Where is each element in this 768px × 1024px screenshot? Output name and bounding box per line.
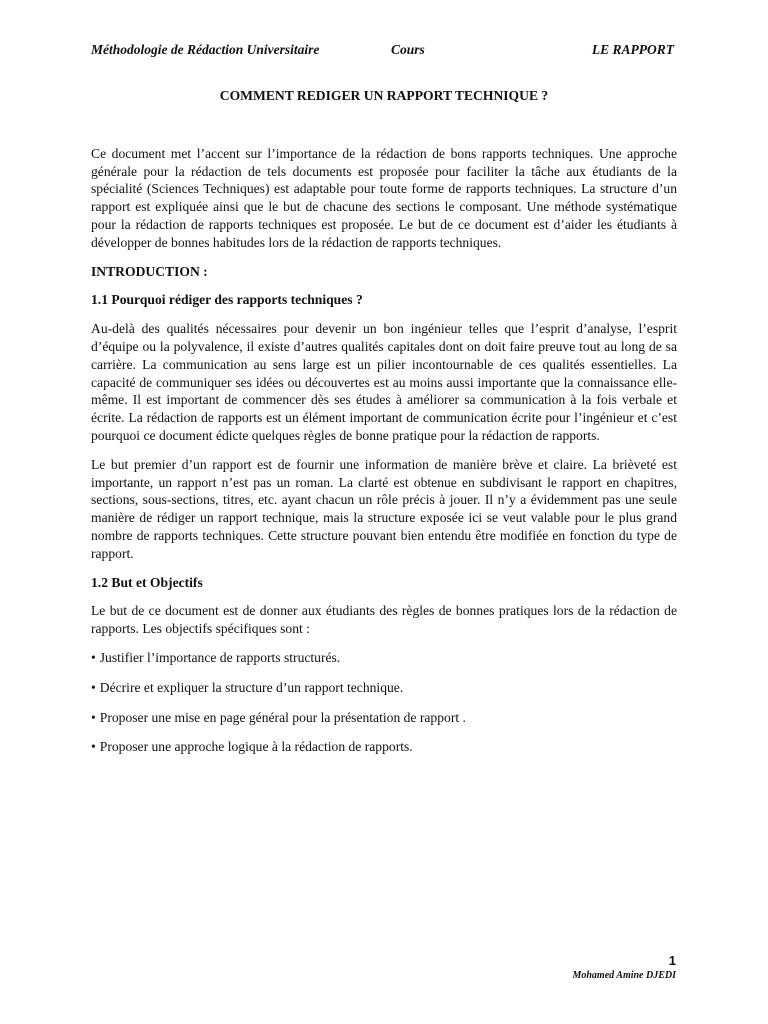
section-1-1-paragraph: Le but premier d’un rapport est de fournir une information de manière brève et claire. La brièveté est importante, un rapport n’est pas un roman. La clarté est obtenue en subdivisant le rapport en chapitres, sections, sous-sections, titres, etc. ayant chacun un rôle précis à jouer. Il n’y a évidemment pas une seule manière de rédiger un rapport technique, mais la structure exposée ici se veut valable pour le plus grand nombre de rapports techniques. Cette structure pouvant bien entendu être modifiée en fonction du type de rapport. <box>91 456 677 561</box>
header-chapter: LE RAPPORT <box>591 42 674 57</box>
bullet-icon: • <box>91 739 96 755</box>
bullet-icon: • <box>91 709 96 725</box>
list-item-text: Décrire et expliquer la structure d’un rapport technique. <box>99 679 404 695</box>
author-name: Mohamed Amine DJEDI <box>572 970 676 981</box>
introduction-heading: INTRODUCTION : <box>91 263 208 279</box>
section-1-2-heading: 1.2 But et Objectifs <box>91 574 203 590</box>
section-1-1-paragraph: Au-delà des qualités nécessaires pour devenir un bon ingénieur telles que l’esprit d’analyse, l’esprit d’équipe ou la polyvalence, il existe d’autres qualités capitales dont on doit faire preuve tout au long de sa carrière. La communication au sens large est un pilier incontournable de ces qualités essentielles. La capacité de communiquer ses idées ou découvertes est au moins aussi importante que la connaissance elle-même. Il est important de commencer dès ses études à améliorer sa communication à la fois verbale et écrite. La rédaction de rapports est un élément important de communication écrite pour l’ingénieur et c’est pourquoi ce document édicte quelques règles de bonne pratique pour la rédaction de rapports. <box>91 321 677 443</box>
bullet-icon: • <box>91 679 96 695</box>
header-course-title: Méthodologie de Rédaction Universitaire <box>91 42 320 57</box>
page-header <box>91 42 674 60</box>
list-item <box>91 679 677 697</box>
document-body <box>91 87 677 756</box>
section-1-1-heading: 1.1 Pourquoi rédiger des rapports techniques ? <box>91 292 363 308</box>
header-course-type: Cours <box>391 42 425 57</box>
list-item <box>91 709 677 727</box>
document-title: COMMENT REDIGER UN RAPPORT TECHNIQUE ? <box>219 88 549 103</box>
list-item <box>91 649 677 667</box>
bullet-icon: • <box>91 649 96 665</box>
page-number: 1 <box>668 953 676 968</box>
section-1-2-paragraph: Le but de ce document est de donner aux étudiants des règles de bonnes pratiques lors de la rédaction de rapports. Les objectifs spécifiques sont : <box>91 603 677 637</box>
objectives-list <box>91 649 677 756</box>
abstract-paragraph: Ce document met l’accent sur l’importance de la rédaction de bons rapports techniques. Une approche générale pour la rédaction de tels documents est proposée pour faciliter la tâche aux étudiants de la spécialité (Sciences Techniques) est adaptable pour toute forme de rapports techniques. La structure d’un rapport est expliquée ainsi que le but de chacune des sections le composant. Une méthode systématique pour la rédaction de rapports techniques est proposée. Le but de ce document est d’aider les étudiants à développer de bonnes habitudes lors de la rédaction de rapports techniques. <box>91 145 677 250</box>
list-item-text: Justifier l’importance de rapports structurés. <box>99 649 341 665</box>
list-item-text: Proposer une approche logique à la rédaction de rapports. <box>99 739 413 755</box>
list-item-text: Proposer une mise en page général pour la présentation de rapport . <box>99 709 466 725</box>
list-item <box>91 738 677 756</box>
